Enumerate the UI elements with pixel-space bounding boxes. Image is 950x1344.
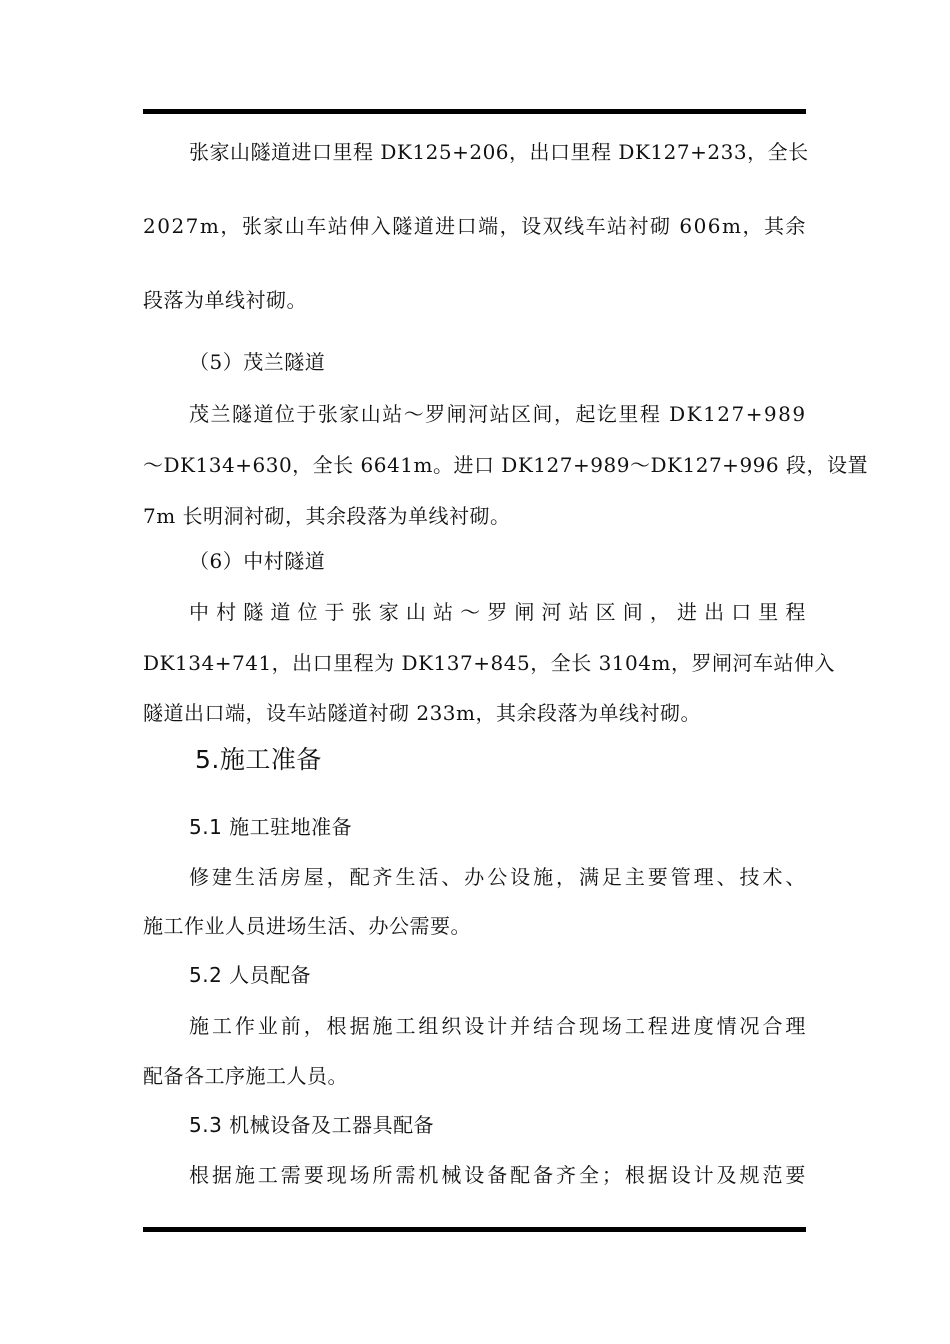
section-5-3-title: 5.3 机械设备及工器具配备 bbox=[189, 1113, 435, 1137]
footer-rule bbox=[143, 1227, 806, 1232]
section-5-2-title: 5.2 人员配备 bbox=[189, 963, 312, 987]
paragraph-zhangjiashan-line3: 段落为单线衬砌。 bbox=[143, 288, 307, 312]
maolan-heading: （5）茂兰隧道 bbox=[189, 350, 326, 374]
paragraph-zhongcun-line1: 中 村 隧 道 位 于 张 家 山 站 ～ 罗 闸 河 站 区 间 ， 进 出 口 里 程 bbox=[189, 600, 806, 624]
section-5-2-line1: 施 工 作 业 前 ， 根 据 施 工 组 织 设 计 并 结 合 现 场 工 程 进 度 情 况 合 理 bbox=[189, 1014, 806, 1038]
zhongcun-heading: （6）中村隧道 bbox=[189, 549, 326, 573]
paragraph-maolan-line2: ～ D K 1 3 4 + 6 3 0 ， 全 长 6 6 4 1 m 。 进 口 D K 1 2 7 + 9 8 9 ～ D K 1 2 7 + 9 9 6 段 ， 设 置 bbox=[143, 453, 868, 477]
header-rule bbox=[143, 109, 806, 114]
paragraph-zhangjiashan-line2: 2 0 2 7 m ， 张 家 山 车 站 伸 入 隧 道 进 口 端 ， 设 双 线 车 站 衬 砌 6 0 6 m ， 其 余 bbox=[143, 214, 806, 238]
section-5-1-line2: 施工作业人员进场生活、办公需要。 bbox=[143, 914, 471, 938]
paragraph-maolan-line3: 7m 长明洞衬砌，其余段落为单线衬砌。 bbox=[143, 504, 511, 528]
section-5-2-line2: 配备各工序施工人员。 bbox=[143, 1064, 348, 1088]
paragraph-zhongcun-line3: 隧道出口端，设车站隧道衬砌 233m，其余段落为单线衬砌。 bbox=[143, 701, 701, 725]
paragraph-zhongcun-line2: D K 1 3 4 + 7 4 1 ， 出 口 里 程 为 D K 1 3 7 + 8 4 5 ， 全 长 3 1 0 4 m ， 罗 闸 河 车 站 伸 入 bbox=[143, 651, 835, 675]
section-5-title: 5.施工准备 bbox=[195, 745, 322, 774]
paragraph-zhangjiashan-line1: 张 家 山 隧 道 进 口 里 程 D K 1 2 5 + 2 0 6 ， 出 口 里 程 D K 1 2 7 + 2 3 3 ， 全 长 bbox=[189, 140, 809, 164]
section-5-3-line1: 根 据 施 工 需 要 现 场 所 需 机 械 设 备 配 备 齐 全 ； 根 据 设 计 及 规 范 要 bbox=[189, 1163, 806, 1187]
paragraph-maolan-line1: 茂 兰 隧 道 位 于 张 家 山 站 ～ 罗 闸 河 站 区 间 ， 起 讫 里 程 D K 1 2 7 + 9 8 9 bbox=[189, 402, 806, 426]
section-5-1-line1: 修 建 生 活 房 屋 ， 配 齐 生 活 、 办 公 设 施 ， 满 足 主 要 管 理 、 技 术 、 bbox=[189, 865, 806, 889]
section-5-1-title: 5.1 施工驻地准备 bbox=[189, 815, 353, 839]
